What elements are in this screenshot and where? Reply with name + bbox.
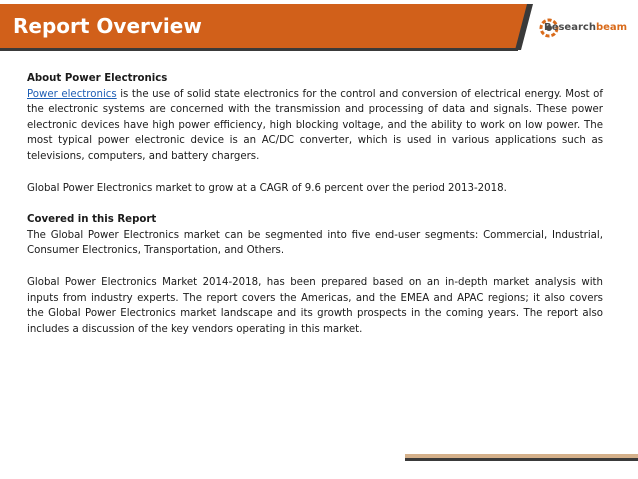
logo-text: Researchbeam <box>544 22 628 33</box>
power-electronics-link[interactable]: Power electronics <box>27 88 117 100</box>
covered-paragraph: The Global Power Electronics market can be segmented into five end-user segments: Commercial, Industrial, Consumer Electronics, Transportation, and Others. <box>27 229 603 257</box>
covered-heading: Covered in this Report <box>27 214 157 226</box>
about-text: is the use of solid state electronics for the control and conversion of electrical energy. Most of the electronic systems are concerned with the transmission and processing of data and signals. These power electronic devices have high power efficiency, high blocking voltage, and the ability to work on low power. The most typical power electronic device is an AC/DC converter, which is used in various applications such as televisions, computers, and battery chargers. <box>27 88 603 162</box>
footer-decoration <box>405 449 638 457</box>
about-paragraph <box>27 87 603 165</box>
about-heading: About Power Electronics <box>27 73 168 84</box>
page-title: Report Overview <box>13 14 202 38</box>
report-paragraph: Global Power Electronics Market 2014-2018, has been prepared based on an in-depth market analysis with inputs from industry experts. The report covers the Americas, and the EMEA and APAC regions; it also covers the Global Power Electronics market landscape and its growth prospects in the coming years. The report also includes a discussion of the key vendors operating in this market. <box>27 276 603 335</box>
cagr-paragraph: Global Power Electronics market to grow at a CAGR of 9.6 percent over the period 2013-2018. <box>27 182 507 194</box>
report-content <box>27 71 603 337</box>
